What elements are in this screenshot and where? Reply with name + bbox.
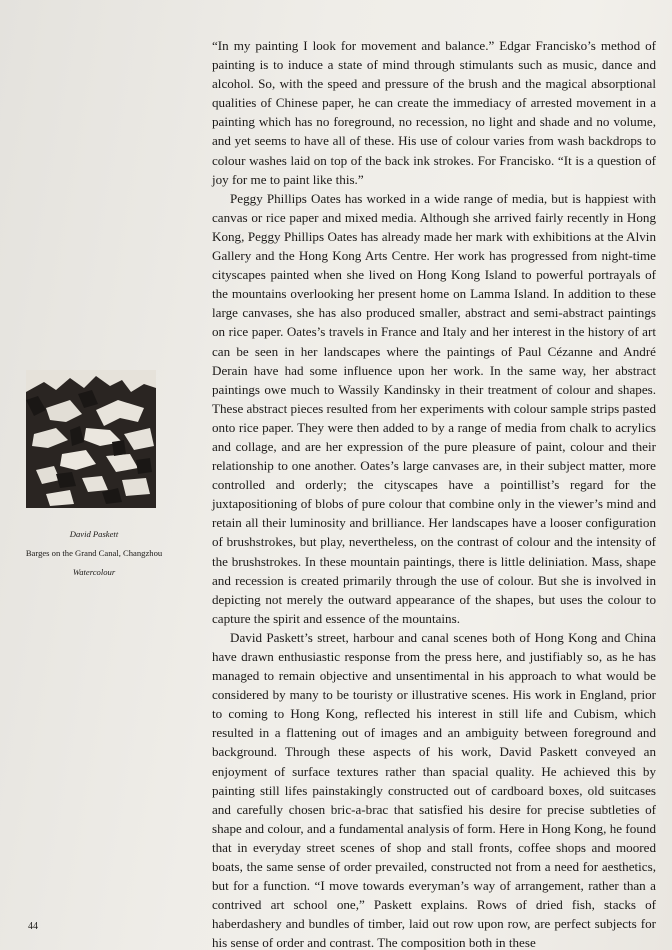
artwork-caption	[12, 527, 176, 580]
paragraph-francisko: “In my painting I look for movement and balance.” Edgar Francisko’s method of painting is to induce a state of mind through stimulants such as music, dance and alcohol. So, with the speed and pressure of the brush and the magical absorptional qualities of Chinese paper, he can create the immediacy of arrested movement in a painting which has no foreground, no recession, no light and shade and no volume, and yet seems to have all of these. His use of colour varies from wash backdrops to colour washes laid on top of the back ink strokes. For Francisko. “It is a question of joy for me to paint like this.”	[212, 38, 656, 187]
caption-artist: David Paskett	[69, 529, 119, 539]
page-number: 44	[28, 921, 38, 932]
caption-medium: Watercolour	[72, 567, 116, 577]
artwork-illustration	[26, 370, 156, 508]
caption-title: Barges on the Grand Canal, Changzhou	[25, 548, 163, 558]
paragraph-oates: Peggy Phillips Oates has worked in a wide range of media, but is happiest with canvas or rice paper and mixed media. Although she arrived fairly recently in Hong Kong, Peggy Phillips Oates has already made her mark with exhibitions at the Alvin Gallery and the Hong Kong Arts Centre. Her work has progressed from night-time cityscapes painted when she lived on Hong Kong Island to powerful portrayals of the mountains overlooking her present home on Lamma Island. In addition to these large canvases, she has also produced smaller, abstract and semi-abstract paintings on rice paper. Oates’s travels in France and Italy and her interest in the history of art can be seen in her landscapes where the paintings of Paul Cézanne and André Derain have had some influence upon her work. In the same way, her abstract paintings owe much to Wassily Kandinsky in their treatment of colour and shapes. These abstract pieces resulted from her experiments with colour sample strips pasted onto rice paper. They were then added to by a range of media from chalk to acrylics and collage, and are her expression of the pure pleasure of paint, colour and their relationship to one another. Oates’s large canvases are, in their subject matter, more controlled and orderly; the cityscapes have a pointillist’s regard for the juxtapositioning of blobs of pure colour that combine only in the viewer’s mind and retain all their luminosity and brilliance. Her landscapes have a looser configuration of brushstrokes, but play, nevertheless, on the contrast of colour and the intensity of the brushstrokes. In these mountain paintings, there is little deliniation. Mass, shape and recession is created primarily through the use of colour. But she is involved in depicting not merely the outward appearance of the shapes, but uses the colour to capture the spirit and essence of the mountains.	[212, 190, 656, 626]
paragraph-paskett: David Paskett’s street, harbour and canal scenes both of Hong Kong and China have drawn enthusiastic response from the press here, and justifiably so, as he has managed to remain objective and unsentimental in his approach to what would be considered by many to be touristy or illustrative scenes. His work in England, prior to coming to Hong Kong, reflected his interest in still life and Cubism, which resulted in a flattening out of images and an ambiguity between foreground and background. Through these aspects of his work, David Paskett conveyed an enjoyment of surface textures rather than spacial quality. He achieved this by painting still lifes painstakingly constructed out of cardboard boxes, old suitcases and carefully chosen bric-a-brac that satisfied his desire for precise subtleties of shape and colour, and a fundamental analysis of form. Here in Hong Kong, he found that in everyday street scenes of shop and stall fronts, coffee shops and moored boats, the same sense of order prevailed, constructed not from a need for aesthetics, but for a function. “I move towards everyman’s way of arrangement, rather than a contrived art school one,” Paskett explains. Rows of dried fish, stacks of haberdashery and bundles of timber, laid out row upon row, are perfect subjects for his sense of order and contrast. The composition both in these	[212, 629, 656, 950]
body-text	[212, 36, 656, 950]
